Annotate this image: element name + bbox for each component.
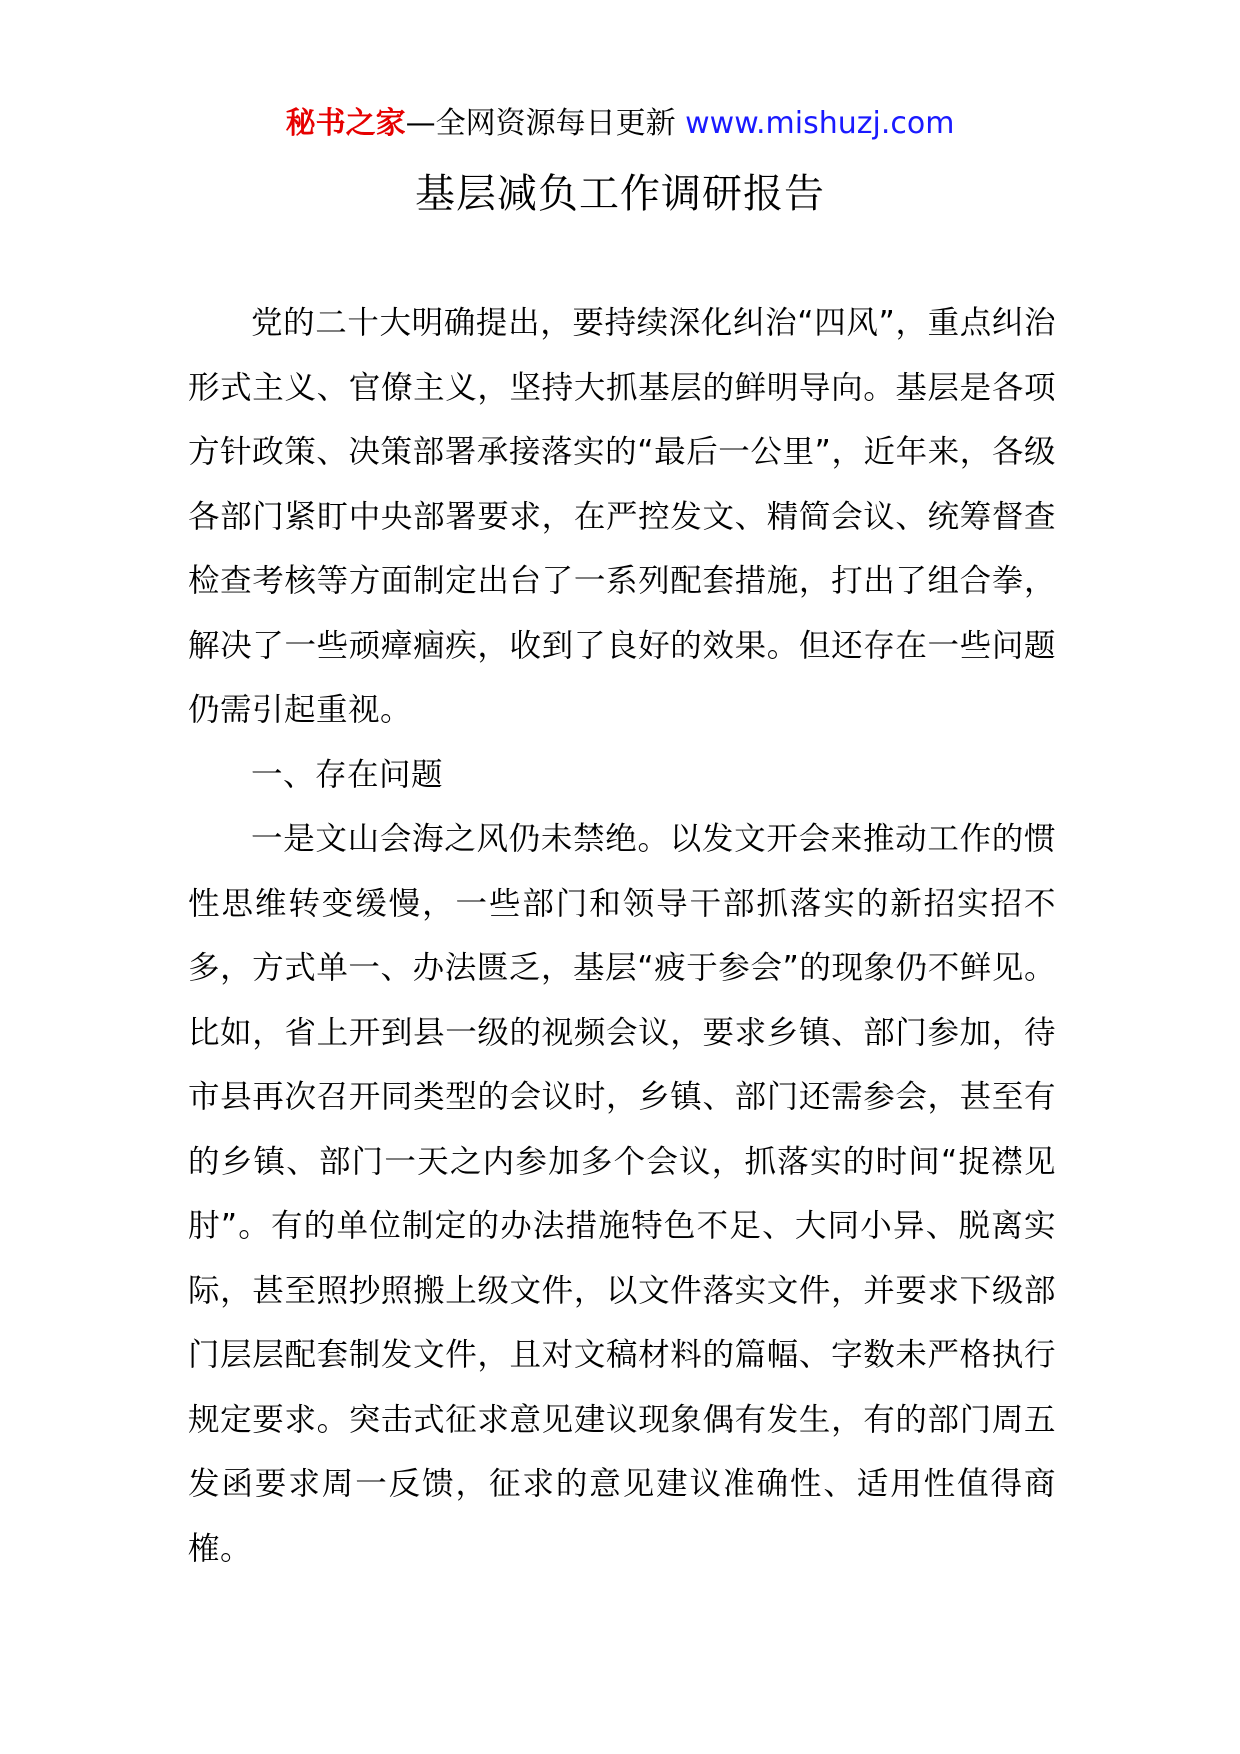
intro-paragraph: 党的二十大明确提出，要持续深化纠治“四风”，重点纠治形式主义、官僚主义，坚持大抓基层的鲜明导向。基层是各项方针政策、决策部署承接落实的“最后一公里”，近年来，各级各部门紧盯中央部署要求，在严控发文、精简会议、统筹督查检查考核等方面制定出台了一系列配套措施，打出了组合拳，解决了一些顽瘴痼疾，收到了良好的效果。但还存在一些问题仍需引起重视。 bbox=[188, 305, 1056, 728]
section-heading-problems: 一、存在问题 bbox=[251, 756, 444, 793]
document-body bbox=[188, 291, 1056, 1581]
document-title: 基层减负工作调研报告 bbox=[415, 171, 825, 217]
problem-paragraph-1: 一是文山会海之风仍未禁绝。以发文开会来推动工作的惯性思维转变缓慢，一些部门和领导干部抓落实的新招实招不多，方式单一、办法匮乏，基层“疲于参会”的现象仍不鲜见。比如，省上开到县一级的视频会议，要求乡镇、部门参加，待市县再次召开同类型的会议时，乡镇、部门还需参会，甚至有的乡镇、部门一天之内参加多个会议，抓落实的时间“捉襟见肘”。有的单位制定的办法措施特色不足、大同小异、脱离实际，甚至照抄照搬上级文件，以文件落实文件，并要求下级部门层层配套制发文件，且对文稿材料的篇幅、字数未严格执行规定要求。突击式征求意见建议现象偶有发生，有的部门周五发函要求周一反馈，征求的意见建议准确性、适用性值得商榷。 bbox=[188, 821, 1056, 1567]
site-brand: 秘书之家 bbox=[285, 106, 406, 141]
site-header bbox=[0, 102, 1240, 146]
site-slogan: —全网资源每日更新 bbox=[405, 106, 676, 141]
site-url-link[interactable]: www.mishuzj.com bbox=[685, 106, 955, 141]
